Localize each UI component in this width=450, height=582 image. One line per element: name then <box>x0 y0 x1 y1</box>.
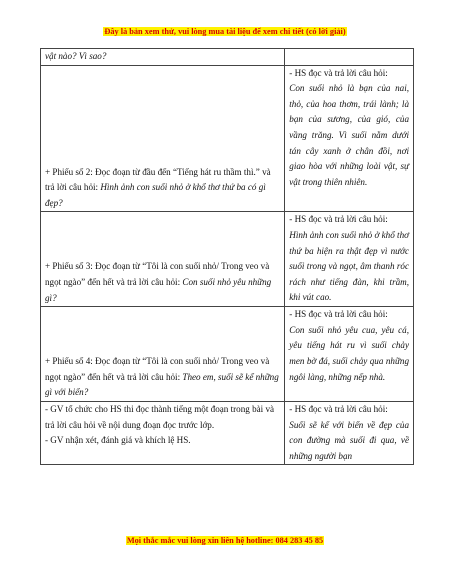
question-text: Con suối nhỏ yêu những gì? <box>45 276 272 303</box>
teacher-step: - GV tổ chức cho HS thi đọc thành tiếng một đoạn trong bài và trả lời câu hỏi về nội dung đoạn đọc trước lớp. <box>45 403 275 430</box>
answer-text: Hình ảnh con suối nhỏ ở khổ thơ thứ ba hiện ra thật đẹp vì nước suối trong và ngọt, âm thanh róc rách như tiếng đàn, khi trầm, khi vút cao. <box>289 229 409 303</box>
answer-cell <box>285 307 414 402</box>
answer-cell <box>285 49 414 66</box>
worksheet-instruction: + Phiếu số 4: Đọc đoạn từ “Tôi là con suối nhỏ/ Trong veo và ngọt ngào” đến hết và trả lời câu hỏi: <box>45 356 270 382</box>
table-row <box>41 307 414 402</box>
question-text: vật nào? Vì sao? <box>45 51 107 61</box>
answer-text: Suối sẽ kể với biển về đẹp của con đường mà suối đi qua, về những người bạn <box>289 419 409 461</box>
answer-intro: - HS đọc và trả lời câu hỏi: <box>289 309 388 320</box>
preview-notice-banner: Đây là bản xem thử, vui lòng mua tài liệu để xem chi tiết (có lời giải) <box>104 27 346 36</box>
answer-text: Con suối nhỏ yêu cua, yêu cá, yêu tiếng hát ru vì suối chảy men bờ đá, suối chảy qua những ngôi làng, những nếp nhà. <box>289 324 409 382</box>
activity-cell <box>41 212 285 307</box>
hotline-footer-banner: Mọi thắc mắc vui lòng xin liên hệ hotline: 084 283 45 85 <box>126 536 324 545</box>
table-row <box>41 212 414 307</box>
activity-cell <box>41 49 285 66</box>
answer-cell <box>285 212 414 307</box>
worksheet-instruction: + Phiếu số 2: Đọc đoạn từ đầu đến “Tiếng hát ru thầm thì.” và trả lời câu hỏi: <box>45 166 271 193</box>
answer-intro: - HS đọc và trả lời câu hỏi: <box>289 67 388 78</box>
table-row <box>41 65 414 212</box>
worksheet-instruction: + Phiếu số 3: Đọc đoạn từ “Tôi là con suối nhỏ/ Trong veo và ngọt ngào” đến hết và trả lời câu hỏi: <box>45 261 270 287</box>
answer-cell <box>285 65 414 212</box>
activity-cell <box>41 307 285 402</box>
question-text: Hình ảnh con suối nhỏ ở khổ thơ thứ ba có gì đẹp? <box>45 182 266 208</box>
answer-intro: - HS đọc và trả lời câu hỏi: <box>289 214 388 225</box>
activity-cell <box>41 401 285 464</box>
table-row <box>41 401 414 464</box>
lesson-table <box>40 48 414 465</box>
teacher-step: - GV nhận xét, đánh giá và khích lệ HS. <box>45 435 191 446</box>
activity-cell <box>41 65 285 212</box>
table-row <box>41 49 414 66</box>
answer-intro: - HS đọc và trả lời câu hỏi: <box>289 403 388 414</box>
answer-text: Con suối nhỏ là bạn của nai, thỏ, của hoa thơm, trái lành; là bạn của sương, của gió, của vầng trăng. Vì suối nằm dưới tán cây xanh ở chân đồi, nơi giao hòa với những loài vật, sự vật trong thiên nhiên. <box>289 83 409 187</box>
question-text: Theo em, suối sẽ kể những gì với biển? <box>45 371 279 398</box>
answer-cell <box>285 401 414 464</box>
